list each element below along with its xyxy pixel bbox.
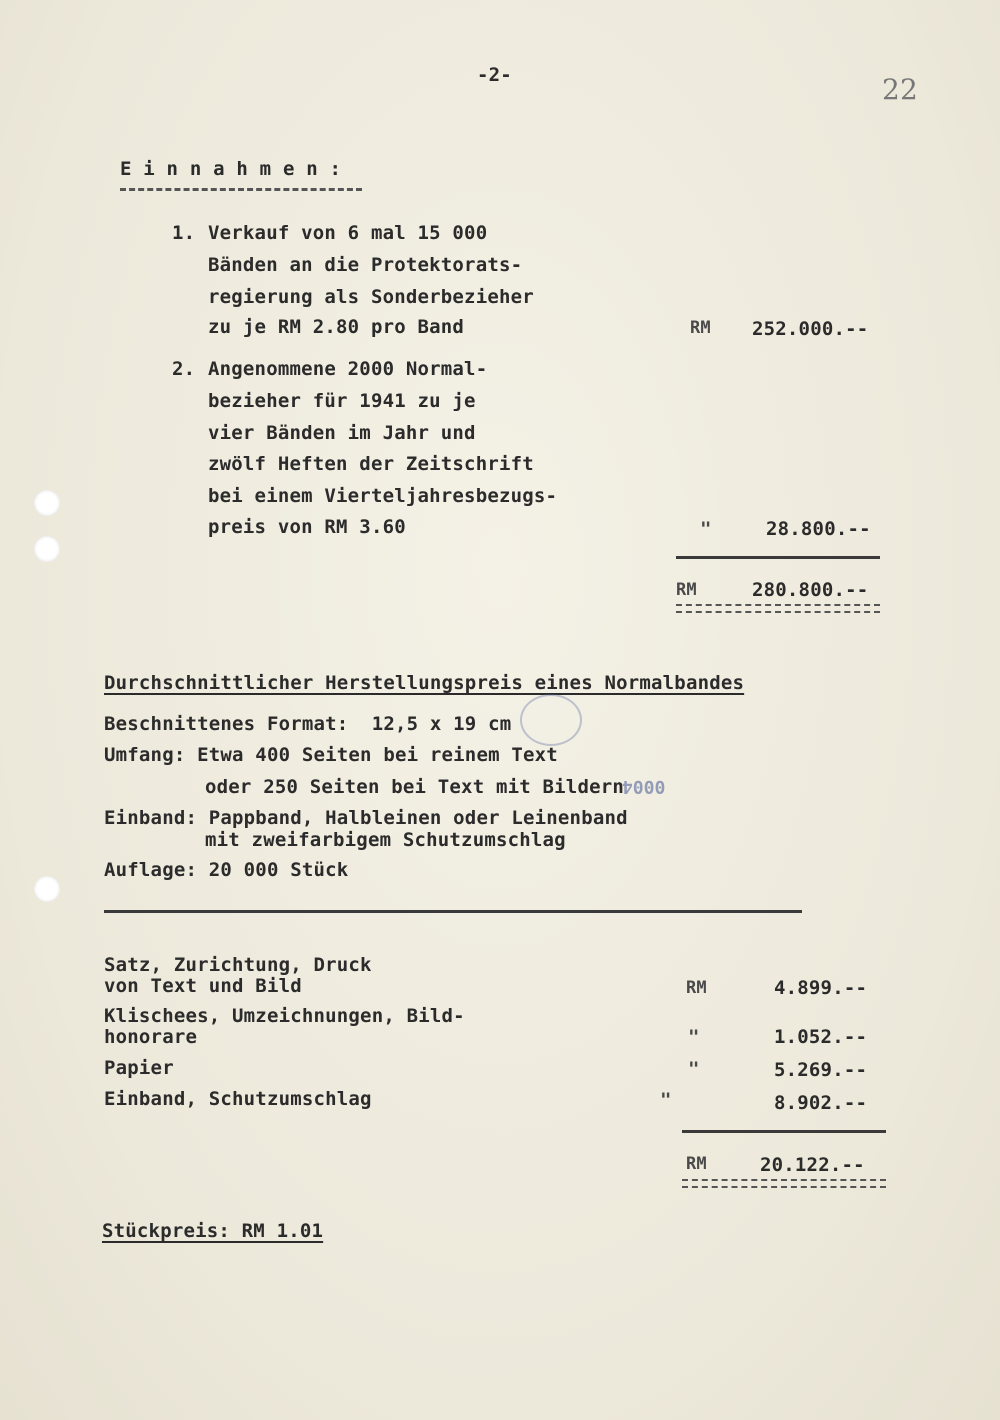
binding-line-1: Einband: Pappband, Halbleinen oder Leinenband [104,807,628,829]
unit-price: Stückpreis: RM 1.01 [102,1220,324,1242]
cost-row-2-amount: 1.052.-- [774,1026,868,1048]
cost-row-2-label: Klischees, Umzeichnungen, Bild- [104,1005,465,1027]
punch-hole-bottom [34,876,60,902]
income-heading: E i n n a h m e n : [120,158,342,180]
cost-row-1-amount: 4.899.-- [774,977,868,999]
punch-hole-top [34,490,60,516]
cost-row-3-ditto-mark: " [688,1058,700,1080]
cost-row-1-currency: RM [686,978,707,998]
income-total-amount: 280.800.-- [752,579,869,601]
scope-line-2: oder 250 Seiten bei Text mit Bildern [205,776,625,798]
income-item2-line: vier Bänden im Jahr und [208,422,476,444]
income-item2-line: zwölf Heften der Zeitschrift [208,453,534,475]
cost-row-2-ditto-mark: " [688,1026,700,1048]
page-marker: -2- [477,64,512,86]
income-item1-line: zu je RM 2.80 pro Band [208,316,465,338]
income-item1-number: 1. [172,222,196,244]
income-item2-line: bezieher für 1941 zu je [208,390,476,412]
folio-number: 22 [882,73,919,106]
cost-row-1-label: Satz, Zurichtung, Druck [104,954,372,976]
cost-total-currency: RM [686,1154,707,1174]
cost-sum-rule [682,1130,886,1133]
income-heading-underline [120,188,362,191]
income-item2-line: preis von RM 3.60 [208,516,406,538]
cost-row-4-ditto-mark: " [660,1089,672,1111]
income-item1-line: Verkauf von 6 mal 15 000 [208,222,488,244]
cost-row-3-label: Papier [104,1057,174,1079]
income-item1-line: Bänden an die Protektorats- [208,254,523,276]
income-item2-number: 2. [172,358,196,380]
cost-row-4-amount: 8.902.-- [774,1092,868,1114]
income-sum-rule [676,556,880,559]
scope-line-1: Umfang: Etwa 400 Seiten bei reinem Text [104,744,558,766]
cost-row-4-label: Einband, Schutzumschlag [104,1088,372,1110]
income-item2-ditto-mark: " [700,518,712,540]
production-heading: Durchschnittlicher Herstellungspreis eines Normalbandes [104,672,745,694]
cost-row-2-label: honorare [104,1026,198,1048]
section-separator [104,910,802,913]
cost-row-1-label: von Text und Bild [104,975,302,997]
punch-hole-middle [34,536,60,562]
cost-total-amount: 20.122.-- [760,1154,865,1176]
edition-line: Auflage: 20 000 Stück [104,859,349,881]
income-item1-amount: 252.000.-- [752,318,869,340]
archive-stamp [520,694,582,746]
binding-line-2: mit zweifarbigem Schutzumschlag [205,829,566,851]
income-item2-amount: 28.800.-- [766,518,871,540]
stamp-number: 0004 [622,776,666,797]
income-total-double-underline [676,604,880,613]
income-item1-currency: RM [690,318,711,338]
format-line: Beschnittenes Format: 12,5 x 19 cm [104,713,512,735]
income-item2-line: bei einem Vierteljahresbezugs- [208,485,558,507]
cost-total-double-underline [682,1179,886,1188]
income-item1-line: regierung als Sonderbezieher [208,286,534,308]
cost-row-3-amount: 5.269.-- [774,1059,868,1081]
income-item2-line: Angenommene 2000 Normal- [208,358,488,380]
income-total-currency: RM [676,580,697,600]
